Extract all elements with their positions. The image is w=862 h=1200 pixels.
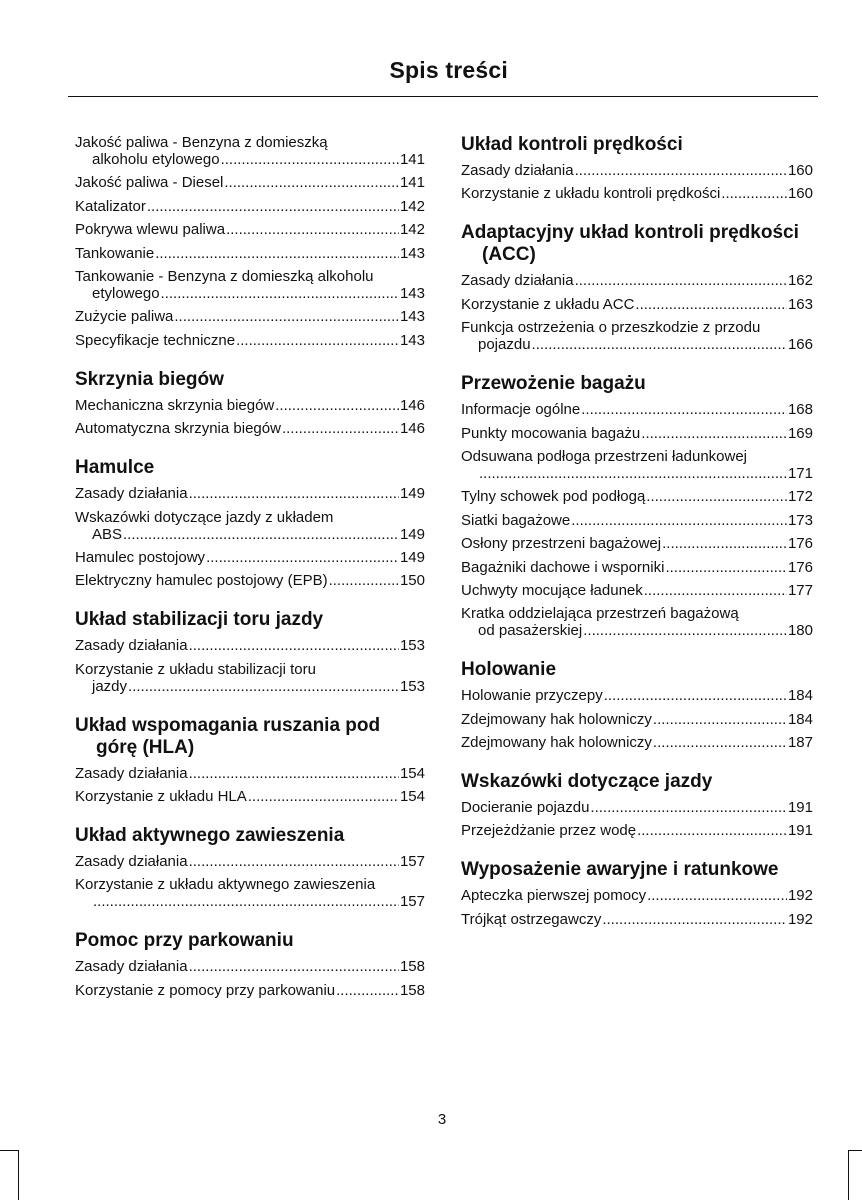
toc-entry[interactable]: [461, 185, 813, 202]
toc-entry[interactable]: [75, 549, 425, 566]
dot-leader: [721, 185, 787, 202]
toc-entry-label: Zasady działania: [461, 272, 574, 290]
dot-leader: [123, 526, 399, 543]
toc-page-number: 143: [399, 284, 425, 302]
toc-entry-row: [75, 221, 425, 238]
toc-page-number: 163: [787, 295, 813, 313]
toc-entry[interactable]: [75, 572, 425, 589]
toc-entry-row: [75, 765, 425, 782]
dot-leader: [226, 221, 399, 238]
toc-page-number: 169: [787, 424, 813, 442]
toc-entry[interactable]: [75, 982, 425, 999]
toc-entry-label: Kratka oddzielająca przestrzeń bagażową: [461, 605, 739, 623]
dot-leader: [128, 678, 399, 695]
toc-entry-row: [461, 162, 813, 179]
toc-section: [75, 825, 425, 910]
toc-entry-row: [75, 958, 425, 975]
dot-leader: [532, 336, 787, 353]
toc-entry-row: [75, 893, 425, 910]
toc-entry-row: [461, 734, 813, 751]
toc-entry-row: [75, 245, 425, 262]
toc-entry[interactable]: [75, 134, 425, 168]
toc-page-number: 191: [787, 822, 813, 840]
toc-section: [75, 457, 425, 589]
toc-page-number: 160: [787, 185, 813, 203]
toc-page-number: 177: [787, 581, 813, 599]
toc-entry-row: [75, 982, 425, 999]
toc-entry-row: [75, 637, 425, 654]
toc-entry-label: Zdejmowany hak holowniczy: [461, 710, 652, 728]
dot-leader: [653, 711, 787, 728]
toc-entry-label: Zasady działania: [75, 637, 188, 655]
toc-entry[interactable]: [461, 605, 813, 639]
toc-page-number: 171: [787, 464, 813, 482]
dot-leader: [275, 397, 399, 414]
toc-entry-label: ABS: [92, 525, 123, 543]
toc-entry[interactable]: [75, 245, 425, 262]
toc-entry-label: Zużycie paliwa: [75, 308, 174, 326]
dot-leader: [635, 296, 787, 313]
toc-entry-row: [75, 678, 425, 695]
toc-section: [461, 771, 813, 839]
toc-entry-label: pojazdu: [478, 336, 531, 354]
toc-entry-row: [75, 788, 425, 805]
dot-leader: [644, 582, 787, 599]
toc-entry-label: Korzystanie z układu kontroli prędkości: [461, 185, 721, 203]
toc-entry-label: Automatyczna skrzynia biegów: [75, 420, 281, 438]
toc-entry-label: Trójkąt ostrzegawczy: [461, 910, 602, 928]
toc-section: [75, 134, 425, 349]
toc-entry-row: [75, 332, 425, 349]
crop-mark-bottom-left-horizontal: [0, 1150, 18, 1151]
toc-entry-label: Bagażniki dachowe i wsporniki: [461, 558, 665, 576]
dot-leader: [581, 401, 787, 418]
toc-entry[interactable]: [75, 308, 425, 325]
toc-entry-label: Katalizator: [75, 197, 146, 215]
dot-leader: [282, 420, 399, 437]
toc-section: [75, 609, 425, 694]
toc-entry-label: Jakość paliwa - Diesel: [75, 174, 224, 192]
toc-page-number: 142: [399, 221, 425, 239]
page-number: 3: [437, 1111, 447, 1128]
toc-page-number: 153: [399, 677, 425, 695]
toc-entry[interactable]: [461, 911, 813, 928]
toc-entry-label: Uchwyty mocujące ładunek: [461, 581, 643, 599]
dot-leader: [647, 887, 787, 904]
section-heading: Hamulce: [75, 457, 155, 479]
dot-leader: [641, 425, 787, 442]
toc-entry[interactable]: [461, 799, 813, 816]
toc-entry[interactable]: [461, 582, 813, 599]
toc-entry-row: [461, 425, 813, 442]
toc-page-number: 180: [787, 622, 813, 640]
toc-entry-row: [461, 512, 813, 529]
toc-page-number: 166: [787, 336, 813, 354]
toc-page-number: 143: [399, 244, 425, 262]
toc-entry[interactable]: [461, 319, 813, 353]
toc-entry-row: [75, 420, 425, 437]
section-heading: Adaptacyjny układ kontroli prędkości (ACC): [461, 222, 799, 266]
section-heading: Holowanie: [461, 659, 557, 681]
toc-page-number: 168: [787, 401, 813, 419]
toc-entry-label: Zasady działania: [75, 485, 188, 503]
toc-entry[interactable]: [75, 332, 425, 349]
dot-leader: [575, 272, 787, 289]
toc-entry-label: Zasady działania: [75, 764, 188, 782]
toc-entry-label: Apteczka pierwszej pomocy: [461, 887, 647, 905]
toc-page-number: 176: [787, 558, 813, 576]
dot-leader: [637, 822, 787, 839]
toc-entry[interactable]: [75, 958, 425, 975]
toc-page-number: 141: [399, 174, 425, 192]
toc-page-number: 192: [787, 887, 813, 905]
toc-entry[interactable]: [75, 198, 425, 215]
toc-entry[interactable]: [461, 734, 813, 751]
toc-entry-label: Korzystanie z układu stabilizacji toru: [75, 660, 316, 678]
dot-leader: [329, 572, 399, 589]
toc-entry-label: Korzystanie z układu ACC: [461, 295, 635, 313]
dot-leader: [336, 982, 399, 999]
toc-entry-row: [461, 582, 813, 599]
toc-page-number: 146: [399, 396, 425, 414]
toc-entry-label: Osłony przestrzeni bagażowej: [461, 535, 662, 553]
dot-leader: [189, 637, 399, 654]
toc-page-number: 157: [399, 893, 425, 911]
toc-entry-row: [75, 285, 425, 302]
toc-entry-row: [75, 151, 425, 168]
toc-entry-row: [75, 308, 425, 325]
toc-entry[interactable]: [461, 425, 813, 442]
toc-section: [461, 373, 813, 639]
toc-page-number: 192: [787, 910, 813, 928]
dot-leader: [221, 151, 399, 168]
toc-entry[interactable]: [75, 268, 425, 302]
toc-entry[interactable]: [75, 420, 425, 437]
dot-leader: [224, 174, 399, 191]
toc-entry-label: Korzystanie z układu aktywnego zawieszenia: [75, 876, 376, 894]
toc-entry-label: Siatki bagażowe: [461, 511, 571, 529]
toc-entry[interactable]: [461, 272, 813, 289]
toc-left-column: [75, 134, 425, 1019]
toc-entry-label: Wskazówki dotyczące jazdy z układem: [75, 508, 334, 526]
toc-entry[interactable]: [461, 512, 813, 529]
toc-entry[interactable]: [75, 485, 425, 502]
toc-entry-row: [461, 887, 813, 904]
dot-leader: [189, 958, 399, 975]
toc-entry[interactable]: [75, 221, 425, 238]
toc-entry-label: Punkty mocowania bagażu: [461, 424, 641, 442]
toc-page-number: 154: [399, 764, 425, 782]
dot-leader: [155, 245, 399, 262]
toc-page-number: 149: [399, 525, 425, 543]
toc-section: [75, 715, 425, 805]
toc-page-number: 158: [399, 981, 425, 999]
toc-entry-row: [461, 799, 813, 816]
toc-entry-row: [461, 465, 813, 482]
dot-leader: [604, 687, 787, 704]
toc-page-number: 187: [787, 734, 813, 752]
toc-entry-row: [461, 711, 813, 728]
toc-entry[interactable]: [461, 822, 813, 839]
toc-entry[interactable]: [75, 397, 425, 414]
toc-page-number: 184: [787, 710, 813, 728]
toc-right-column: [461, 134, 813, 948]
toc-page-number: 157: [399, 853, 425, 871]
toc-entry-label: Zdejmowany hak holowniczy: [461, 734, 652, 752]
toc-entry-label: Tylny schowek pod podłogą: [461, 488, 646, 506]
dot-leader: [189, 765, 399, 782]
crop-mark-bottom-right: [848, 1150, 849, 1200]
dot-leader: [147, 198, 399, 215]
toc-section: [75, 930, 425, 998]
toc-entry-label: Korzystanie z pomocy przy parkowaniu: [75, 981, 336, 999]
toc-entry-label: Przejeżdżanie przez wodę: [461, 822, 637, 840]
toc-entry-row: [461, 401, 813, 418]
toc-entry[interactable]: [461, 401, 813, 418]
toc-entry-label: Hamulec postojowy: [75, 548, 206, 566]
toc-entry[interactable]: [461, 559, 813, 576]
toc-entry-row: [461, 535, 813, 552]
toc-entry[interactable]: [75, 876, 425, 910]
dot-leader: [590, 799, 787, 816]
toc-entry-row: [75, 549, 425, 566]
toc-entry-label: od pasażerskiej: [478, 622, 583, 640]
toc-entry[interactable]: [461, 162, 813, 179]
dot-leader: [248, 788, 399, 805]
section-heading: Przewożenie bagażu: [461, 373, 646, 395]
dot-leader: [662, 535, 787, 552]
toc-page-number: 184: [787, 687, 813, 705]
toc-page-number: 158: [399, 958, 425, 976]
section-heading: Układ wspomagania ruszania pod górę (HLA): [75, 714, 381, 758]
dot-leader: [174, 308, 399, 325]
toc-entry[interactable]: [75, 661, 425, 695]
toc-section: [75, 369, 425, 437]
toc-entry-row: [461, 488, 813, 505]
toc-entry-row: [75, 198, 425, 215]
toc-entry-label: Korzystanie z układu HLA: [75, 788, 247, 806]
toc-page-number: 173: [787, 511, 813, 529]
toc-entry-row: [461, 622, 813, 639]
toc-entry[interactable]: [461, 711, 813, 728]
toc-entry-label: Zasady działania: [461, 162, 574, 179]
title-divider: [68, 96, 818, 97]
dot-leader: [665, 559, 787, 576]
toc-entry-label: Mechaniczna skrzynia biegów: [75, 396, 275, 414]
toc-entry-label: Jakość paliwa - Benzyna z domieszką: [75, 134, 328, 151]
dot-leader: [646, 488, 787, 505]
toc-page-number: 172: [787, 488, 813, 506]
toc-entry[interactable]: [461, 488, 813, 505]
toc-entry-row: [461, 822, 813, 839]
toc-page-number: 149: [399, 485, 425, 503]
toc-entry-label: etylowego: [92, 284, 160, 302]
toc-entry[interactable]: [461, 887, 813, 904]
toc-entry-row: [75, 853, 425, 870]
toc-page-number: 162: [787, 272, 813, 290]
page-title: Spis treści: [389, 57, 508, 83]
toc-page-number: 149: [399, 548, 425, 566]
toc-entry-row: [461, 296, 813, 313]
toc-entry-row: [75, 397, 425, 414]
toc-entry-label: Tankowanie - Benzyna z domieszką alkoholu: [75, 267, 374, 285]
toc-section: [461, 222, 813, 353]
toc-entry-row: [461, 185, 813, 202]
section-heading: Skrzynia biegów: [75, 368, 224, 390]
toc-entry-row: [461, 272, 813, 289]
toc-page-number: 142: [399, 197, 425, 215]
toc-entry-row: [461, 559, 813, 576]
toc-entry-label: Tankowanie: [75, 244, 155, 262]
toc-page-number: 143: [399, 331, 425, 349]
toc-entry-label: Elektryczny hamulec postojowy (EPB): [75, 572, 328, 590]
toc-entry-row: [461, 336, 813, 353]
toc-entry-label: Pokrywa wlewu paliwa: [75, 221, 226, 239]
toc-entry-row: [75, 526, 425, 543]
toc-entry-label: Specyfikacje techniczne: [75, 331, 236, 349]
toc-entry[interactable]: [75, 788, 425, 805]
toc-section: [461, 859, 813, 927]
toc-entry[interactable]: [75, 637, 425, 654]
dot-leader: [189, 853, 399, 870]
dot-leader: [93, 893, 399, 910]
toc-entry-label: Funkcja ostrzeżenia o przeszkodzie z przodu: [461, 319, 761, 337]
dot-leader: [571, 512, 787, 529]
dot-leader: [206, 549, 399, 566]
section-heading: Wskazówki dotyczące jazdy: [461, 771, 713, 793]
section-heading: Układ aktywnego zawieszenia: [75, 825, 345, 847]
toc-page-number: 146: [399, 420, 425, 438]
toc-section: [461, 134, 813, 202]
toc-page-number: 141: [399, 151, 425, 168]
toc-entry-label: Odsuwana podłoga przestrzeni ładunkowej: [461, 447, 748, 465]
toc-entry[interactable]: [75, 509, 425, 543]
toc-entry-row: [75, 174, 425, 191]
dot-leader: [236, 332, 399, 349]
dot-leader: [161, 285, 399, 302]
section-heading: Układ kontroli prędkości: [461, 134, 683, 155]
toc-entry-label: Holowanie przyczepy: [461, 687, 603, 705]
dot-leader: [189, 485, 399, 502]
toc-entry-row: [75, 572, 425, 589]
toc-entry[interactable]: [461, 448, 813, 482]
toc-entry[interactable]: [75, 174, 425, 191]
section-heading: Układ stabilizacji toru jazdy: [75, 609, 324, 631]
toc-entry-label: Docieranie pojazdu: [461, 799, 590, 817]
dot-leader: [602, 911, 787, 928]
dot-leader: [653, 734, 787, 751]
toc-page-number: 150: [399, 572, 425, 590]
toc-entry[interactable]: [75, 765, 425, 782]
toc-entry-label: Zasady działania: [75, 958, 188, 976]
toc-entry-row: [461, 911, 813, 928]
crop-mark-bottom-right-horizontal: [849, 1150, 862, 1151]
toc-entry[interactable]: [461, 535, 813, 552]
dot-leader: [479, 465, 787, 482]
toc-page-number: 160: [787, 162, 813, 179]
toc-entry-row: [461, 687, 813, 704]
dot-leader: [583, 622, 787, 639]
toc-entry-row: [75, 485, 425, 502]
toc-entry[interactable]: [75, 853, 425, 870]
toc-page-number: 143: [399, 308, 425, 326]
section-heading: Pomoc przy parkowaniu: [75, 930, 294, 952]
toc-page-number: 153: [399, 637, 425, 655]
toc-section: [461, 659, 813, 751]
toc-page-number: 176: [787, 535, 813, 553]
toc-entry-label: Informacje ogólne: [461, 401, 581, 419]
toc-entry[interactable]: [461, 296, 813, 313]
crop-mark-bottom-left: [18, 1150, 19, 1200]
toc-entry-label: jazdy: [92, 677, 128, 695]
toc-page-number: 191: [787, 799, 813, 817]
toc-page-number: 154: [399, 788, 425, 806]
toc-entry-label: Zasady działania: [75, 853, 188, 871]
toc-entry[interactable]: [461, 687, 813, 704]
section-heading: Wyposażenie awaryjne i ratunkowe: [461, 859, 779, 881]
dot-leader: [575, 162, 787, 179]
toc-entry-label: alkoholu etylowego: [92, 151, 220, 168]
